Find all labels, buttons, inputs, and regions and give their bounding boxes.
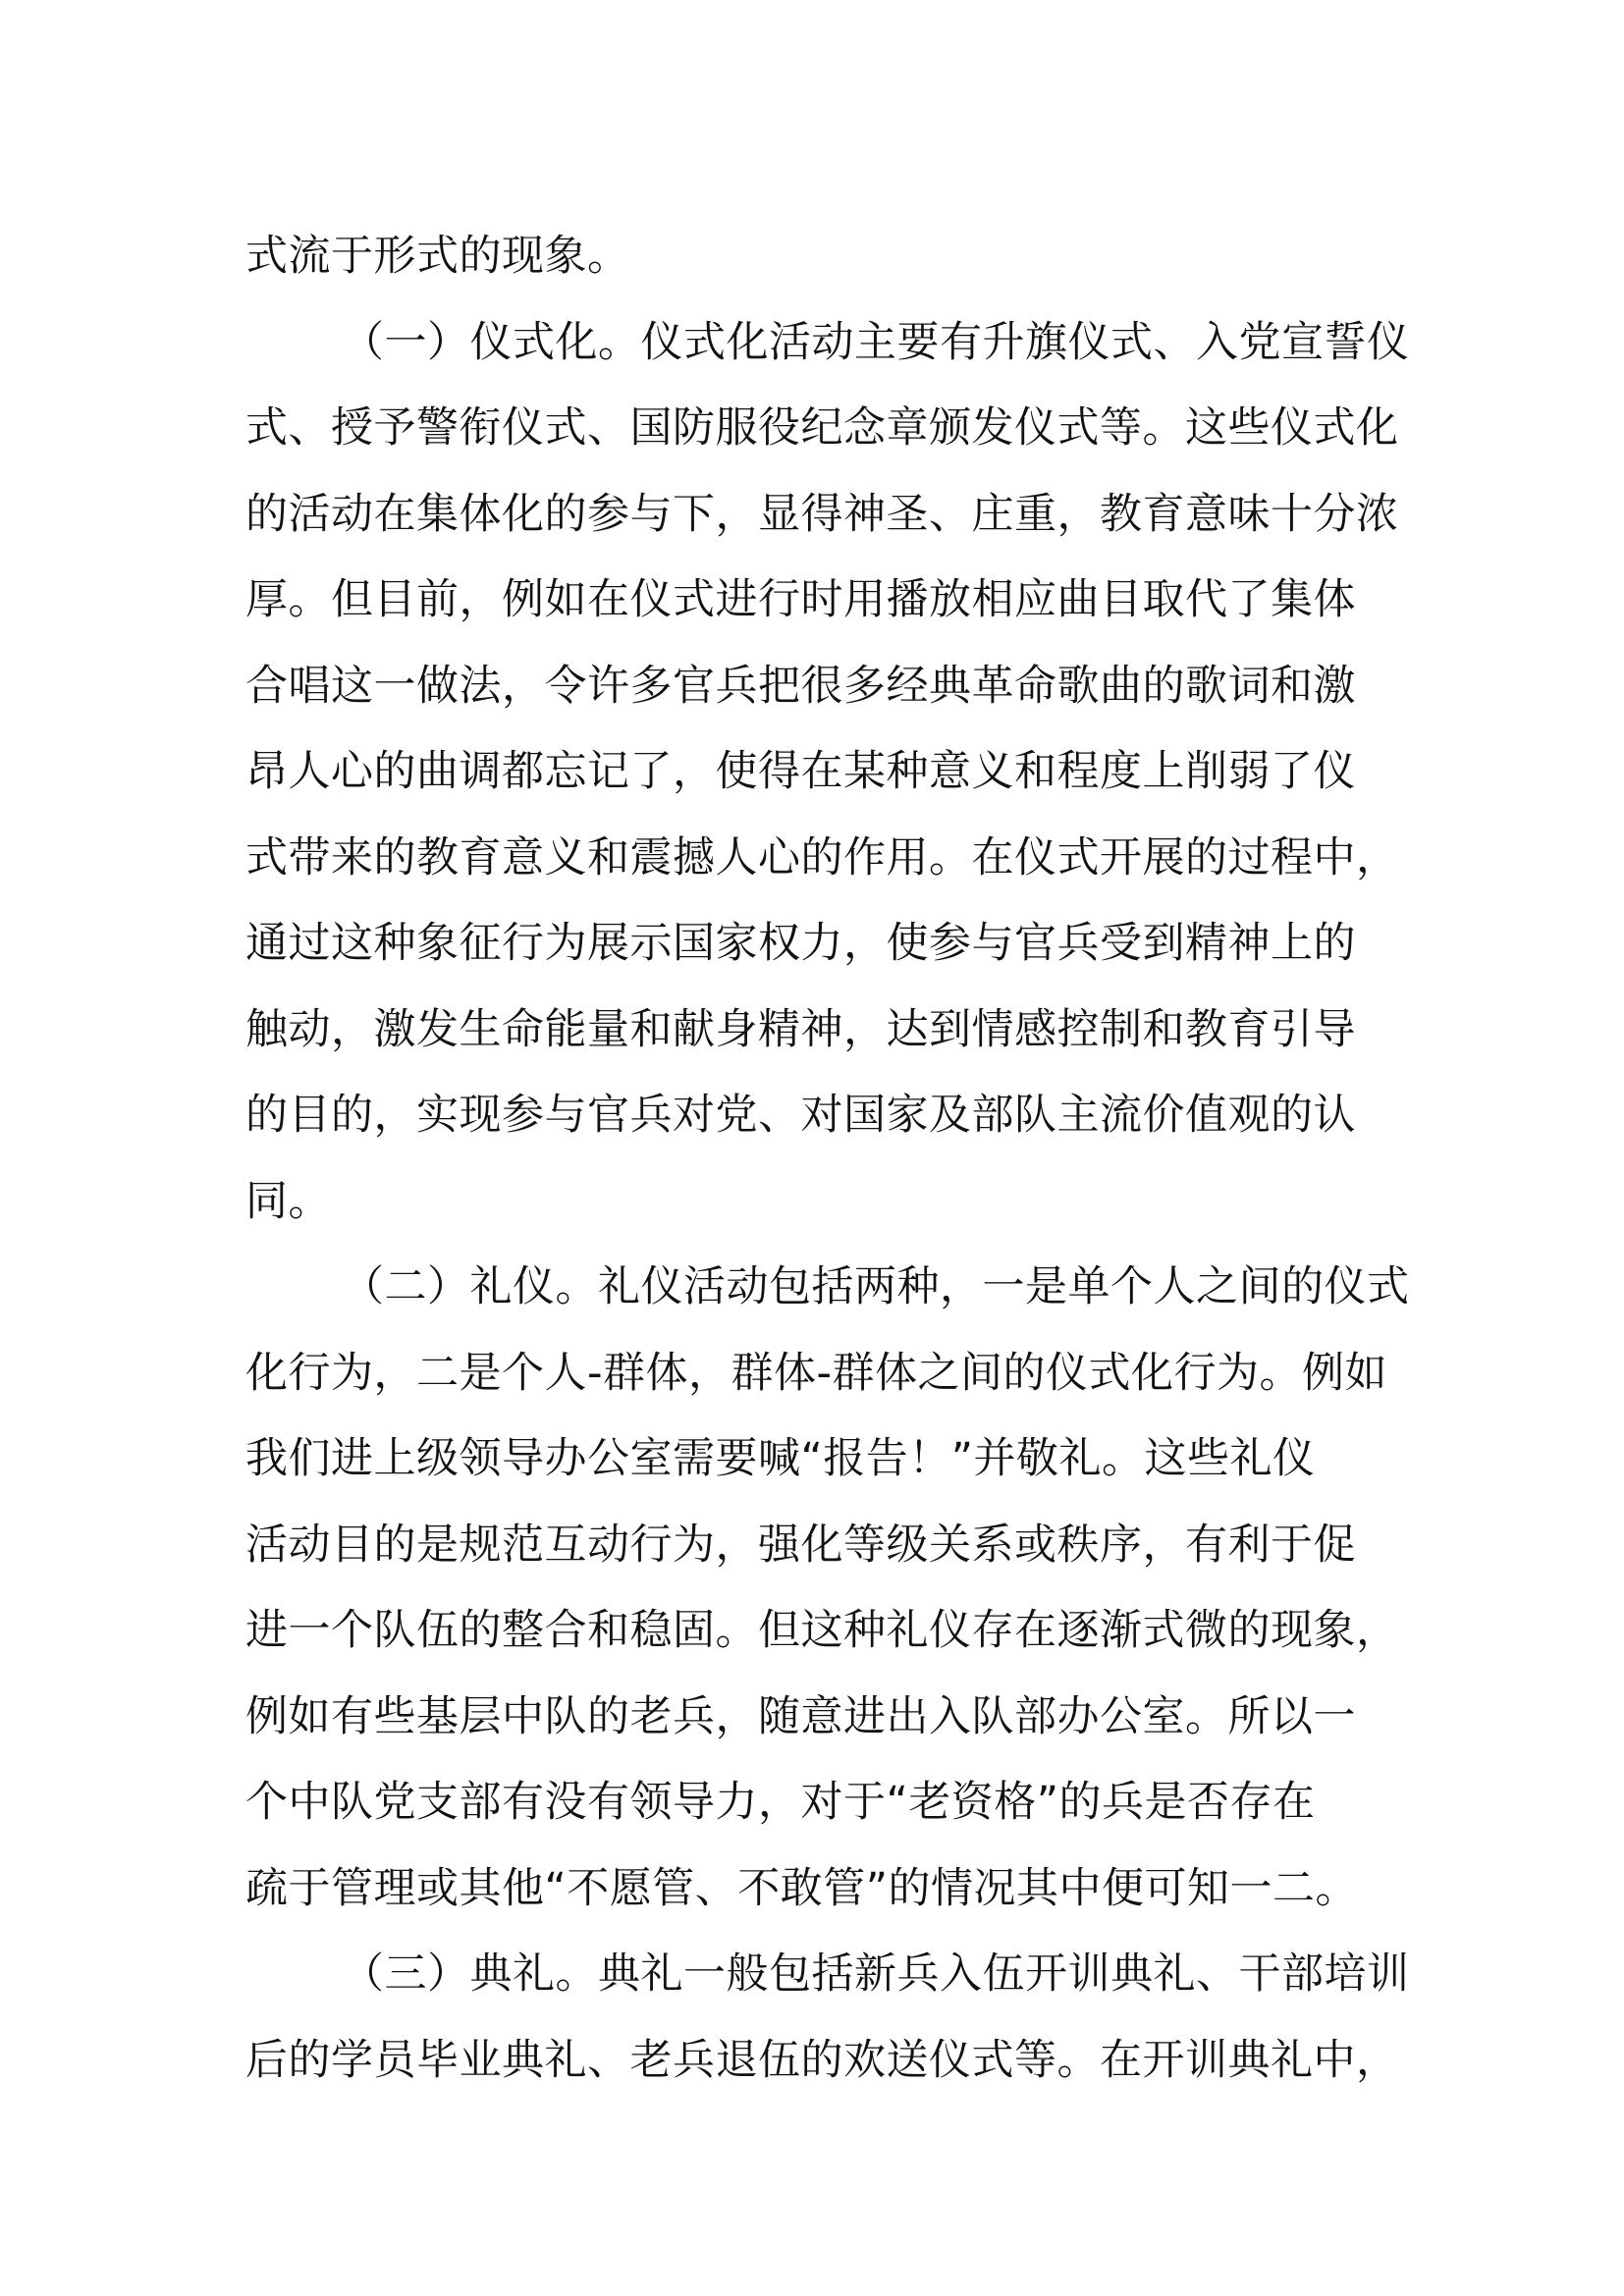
text-line: 式带来的教育意义和震撼人心的作用。在仪式开展的过程中， bbox=[245, 832, 1399, 882]
text-line: 化行为，二是个人-群体，群体-群体之间的仪式化行为。例如 bbox=[245, 1348, 1388, 1398]
text-line: 式流于形式的现象。 bbox=[245, 232, 630, 281]
text-line: 合唱这一做法，令许多官兵把很多经典革命歌曲的歌词和激 bbox=[245, 661, 1356, 711]
text-line: 进一个队伍的整合和稳固。但这种礼仪存在逐渐式微的现象， bbox=[245, 1606, 1399, 1655]
text-line: 个中队党支部有没有领导力，对于“老资格”的兵是否存在 bbox=[245, 1778, 1316, 1827]
text-line: 活动目的是规范互动行为，强化等级关系或秩序，有利于促 bbox=[245, 1520, 1356, 1570]
body-text bbox=[245, 214, 1410, 2104]
text-line: 厚。但目前，例如在仪式进行时用播放相应曲目取代了集体 bbox=[245, 575, 1356, 624]
text-line: 触动，激发生命能量和献身精神，达到情感控制和教育引导 bbox=[245, 1004, 1356, 1054]
text-line: 通过这种象征行为展示国家权力，使参与官兵受到精神上的 bbox=[245, 919, 1356, 968]
text-line: 疏于管理或其他“不愿管、不敢管”的情况其中便可知一二。 bbox=[245, 1863, 1359, 1913]
text-line: 我们进上级领导办公室需要喊“报告！”并敬礼。这些礼仪 bbox=[245, 1434, 1316, 1483]
section-heading-line-3: （三）典礼。典礼一般包括新兵入伍开训典礼、干部培训 bbox=[342, 1949, 1410, 1999]
section-heading-line-2: （二）礼仪。礼仪活动包括两种，一是单个人之间的仪式 bbox=[342, 1262, 1410, 1311]
text-line: 的目的，实现参与官兵对党、对国家及部队主流价值观的认 bbox=[245, 1091, 1356, 1140]
text-line: 同。 bbox=[245, 1176, 331, 1226]
section-heading-line-1: （一）仪式化。仪式化活动主要有升旗仪式、入党宣誓仪 bbox=[342, 317, 1410, 367]
text-line: 例如有些基层中队的老兵，随意进出入队部办公室。所以一 bbox=[245, 1691, 1356, 1741]
text-line: 昂人心的曲调都忘记了，使得在某种意义和程度上削弱了仪 bbox=[245, 747, 1356, 796]
text-line: 式、授予警衔仪式、国防服役纪念章颁发仪式等。这些仪式化 bbox=[245, 403, 1399, 453]
text-line: 后的学员毕业典礼、老兵退伍的欢送仪式等。在开训典礼中， bbox=[245, 2035, 1399, 2085]
text-line: 的活动在集体化的参与下，显得神圣、庄重，教育意味十分浓 bbox=[245, 489, 1399, 539]
